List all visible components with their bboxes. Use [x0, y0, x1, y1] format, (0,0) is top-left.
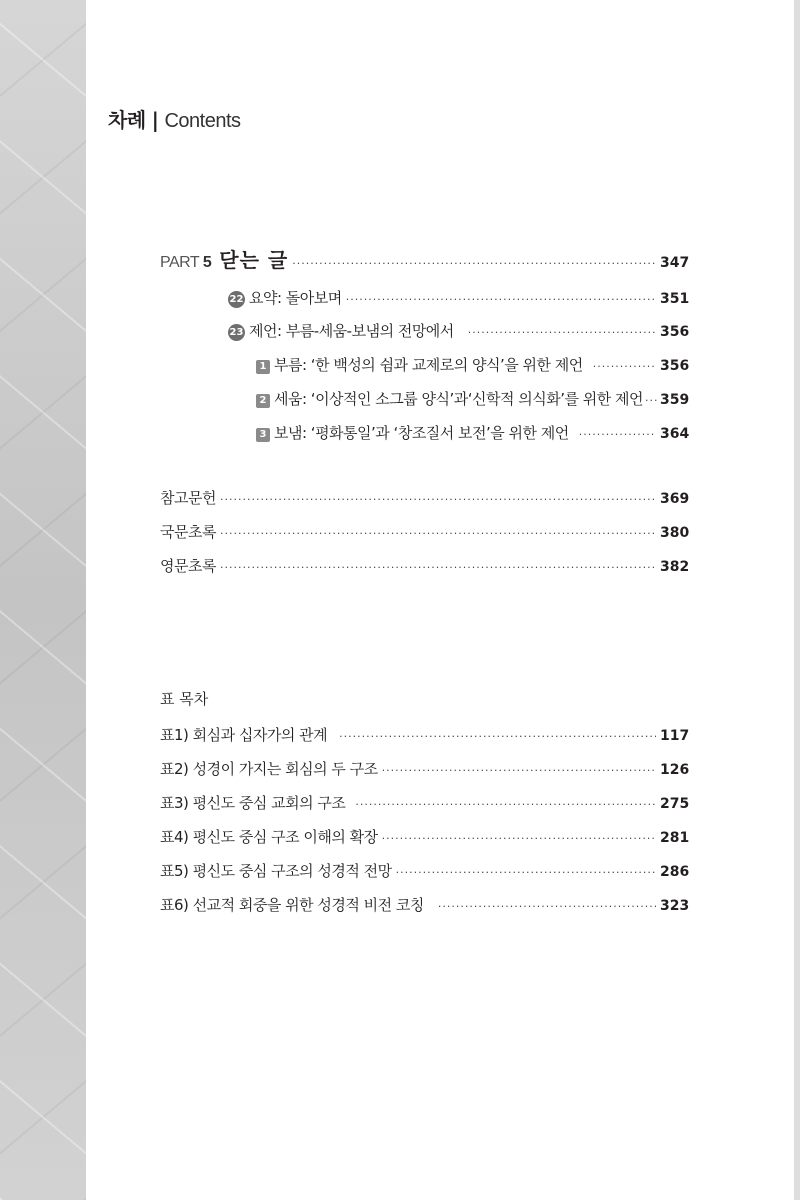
table-entry-label: 표1) 회심과 십자가의 관계	[160, 726, 328, 744]
dot-leader	[346, 293, 656, 306]
dot-leader	[645, 394, 658, 407]
table-entry-label: 표4) 평신도 중심 구조 이해의 확장	[160, 828, 378, 846]
toc-subsection-row[interactable]	[256, 388, 688, 409]
dot-leader	[220, 561, 656, 574]
dot-leader	[438, 900, 656, 913]
toc-backmatter-row[interactable]	[160, 555, 688, 576]
page-number: 359	[660, 392, 690, 408]
table-entry-label: 표5) 평신도 중심 구조의 성경적 전망	[160, 862, 392, 880]
part-title: 닫는 글	[219, 248, 289, 272]
chapter-number-badge: 23	[228, 324, 245, 341]
page-number: 369	[660, 491, 690, 507]
part-prefix: PART	[160, 254, 199, 271]
toc-part-row[interactable]	[160, 244, 688, 273]
page-title	[108, 104, 241, 133]
dot-leader	[355, 798, 656, 811]
chapter-label-wrap	[228, 287, 342, 308]
page-number: 356	[660, 324, 690, 340]
title-english: Contents	[164, 110, 241, 132]
toc-chapter-row[interactable]	[228, 287, 688, 308]
subsection-number-badge: 1	[256, 360, 270, 374]
dot-leader	[220, 493, 656, 506]
toc-chapter-row[interactable]	[228, 320, 688, 341]
page-edge	[794, 0, 800, 1200]
title-separator: |	[151, 108, 159, 132]
subsection-label-wrap	[256, 354, 583, 375]
page-number: 380	[660, 525, 690, 541]
subsection-label: 부름: ‘한 백성의 쉼과 교제로의 양식’을 위한 제언	[274, 356, 583, 374]
part-number: 5	[202, 254, 212, 271]
page-number: 382	[660, 559, 690, 575]
backmatter-label: 영문초록	[160, 557, 216, 575]
dot-leader	[220, 527, 656, 540]
backmatter-label: 국문초록	[160, 523, 216, 541]
chapter-label-wrap	[228, 320, 454, 341]
page-number: 275	[660, 796, 690, 812]
toc-table-row[interactable]	[160, 792, 688, 813]
dot-leader	[382, 764, 656, 777]
toc-table-row[interactable]	[160, 724, 688, 745]
chapter-number-badge: 22	[228, 291, 245, 308]
table-entry-label: 표3) 평신도 중심 교회의 구조	[160, 794, 346, 812]
subsection-label-wrap	[256, 422, 569, 443]
toc-backmatter-row[interactable]	[160, 521, 688, 542]
dot-leader	[396, 866, 656, 879]
chapter-label: 제언: 부름-세움-보냄의 전망에서	[249, 322, 454, 340]
page-number: 117	[660, 728, 690, 744]
part-label	[160, 254, 211, 271]
toc-table-row[interactable]	[160, 894, 688, 915]
toc-table-row[interactable]	[160, 826, 688, 847]
toc-subsection-row[interactable]	[256, 354, 688, 375]
toc-table-row[interactable]	[160, 758, 688, 779]
subsection-label: 보냄: ‘평화통일’과 ‘창조질서 보전’을 위한 제언	[274, 424, 569, 442]
tables-list-heading: 표 목차	[160, 690, 209, 708]
page-number: 126	[660, 762, 690, 778]
page-number: 351	[660, 291, 690, 307]
toc-backmatter-row[interactable]	[160, 487, 688, 508]
decorative-side-strip	[0, 0, 86, 1200]
subsection-label-wrap	[256, 388, 643, 409]
backmatter-label: 참고문헌	[160, 489, 216, 507]
toc-subsection-row[interactable]	[256, 422, 688, 443]
page-number: 286	[660, 864, 690, 880]
dot-leader	[579, 428, 656, 441]
part-heading	[160, 244, 288, 273]
page-number: 323	[660, 898, 690, 914]
dot-leader	[593, 360, 656, 373]
subsection-number-badge: 2	[256, 394, 270, 408]
dot-leader	[339, 730, 656, 743]
table-entry-label: 표2) 성경이 가지는 회심의 두 구조	[160, 760, 378, 778]
toc-table-row[interactable]	[160, 860, 688, 881]
page-number: 347	[660, 255, 690, 271]
dot-leader	[292, 257, 656, 270]
dot-leader	[468, 326, 656, 339]
chapter-label: 요약: 돌아보며	[249, 289, 342, 307]
subsection-label: 세움: ‘이상적인 소그룹 양식’과‘신학적 의식화’를 위한 제언	[274, 390, 644, 408]
title-korean: 차례	[108, 108, 146, 132]
page-number: 356	[660, 358, 690, 374]
subsection-number-badge: 3	[256, 428, 270, 442]
page-number: 364	[660, 426, 690, 442]
page-number: 281	[660, 830, 690, 846]
table-entry-label: 표6) 선교적 회중을 위한 성경적 비전 코칭	[160, 896, 424, 914]
dot-leader	[382, 832, 656, 845]
